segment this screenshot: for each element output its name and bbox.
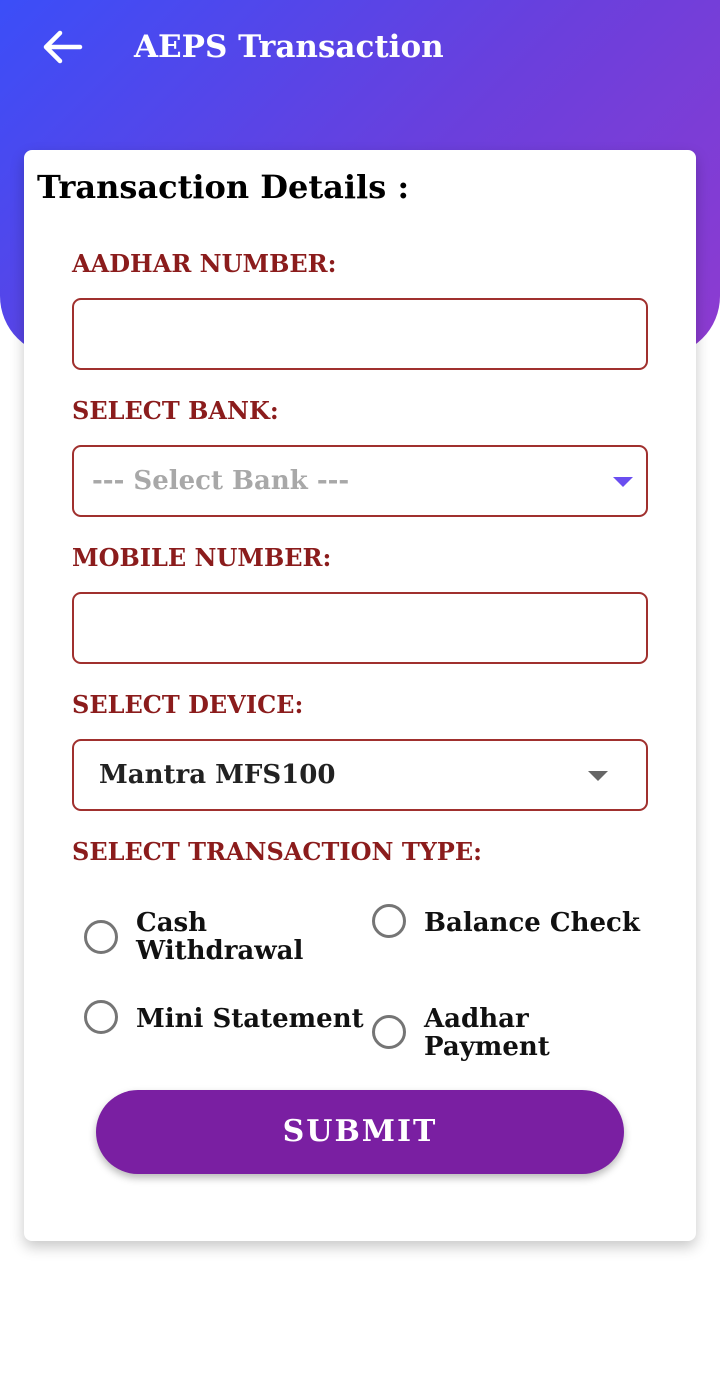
aadhar-number-label: AADHAR NUMBER: [72, 249, 337, 278]
back-button[interactable] [38, 26, 86, 68]
radio-balance-check[interactable] [372, 904, 406, 938]
select-bank-placeholder: --- Select Bank --- [92, 466, 350, 496]
submit-button[interactable]: SUBMIT [96, 1090, 624, 1174]
mobile-number-field [72, 592, 648, 664]
select-device-value: Mantra MFS100 [99, 760, 336, 790]
aadhar-number-field [72, 298, 648, 370]
radio-cash-withdrawal[interactable] [84, 920, 118, 954]
chevron-down-icon [588, 771, 608, 781]
radio-aadhar-payment[interactable] [372, 1015, 406, 1049]
arrow-left-icon [38, 26, 86, 68]
select-device-label: SELECT DEVICE: [72, 690, 304, 719]
radio-label-cash-withdrawal[interactable]: Cash Withdrawal [136, 908, 304, 966]
transaction-form-card [24, 150, 696, 1241]
select-bank-dropdown[interactable] [72, 445, 648, 517]
mobile-number-label: MOBILE NUMBER: [72, 543, 332, 572]
radio-label-balance-check[interactable]: Balance Check [424, 908, 640, 938]
transaction-type-label: SELECT TRANSACTION TYPE: [72, 837, 483, 866]
radio-label-mini-statement[interactable]: Mini Statement [136, 1004, 364, 1034]
form-title: Transaction Details : [37, 168, 410, 206]
aadhar-number-input[interactable] [74, 300, 646, 368]
select-device-dropdown[interactable] [72, 739, 648, 811]
chevron-down-icon [613, 477, 633, 487]
select-bank-label: SELECT BANK: [72, 396, 279, 425]
page-title: AEPS Transaction [134, 29, 444, 65]
mobile-number-input[interactable] [74, 594, 646, 662]
radio-label-aadhar-payment[interactable]: Aadhar Payment [424, 1004, 550, 1062]
radio-mini-statement[interactable] [84, 1000, 118, 1034]
